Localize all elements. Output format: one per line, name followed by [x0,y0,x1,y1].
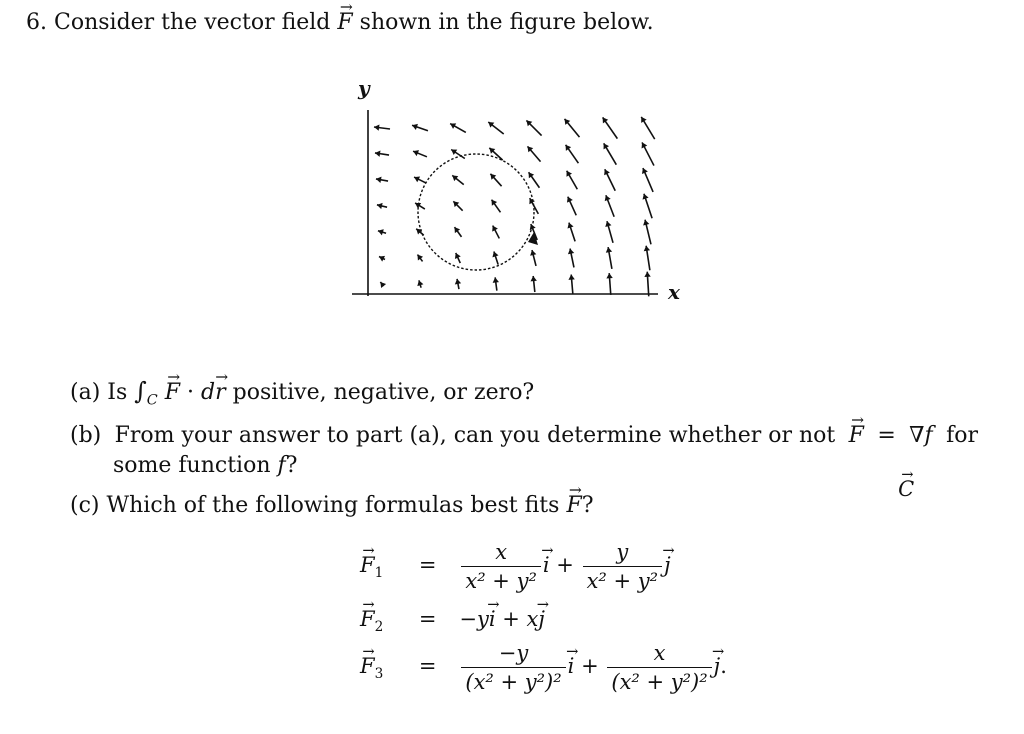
part-a-d: d [201,380,216,405]
f3-plus: + [581,654,599,678]
part-a-dot: · [187,380,195,405]
field-arrow-head [568,275,574,280]
field-arrow-head [643,220,649,226]
vector-f-symbol: → F [337,10,352,35]
field-arrow-head [530,250,536,256]
f3-eq: = [418,654,437,678]
f2-x: x [526,607,539,631]
field-arrows [374,117,655,296]
question-header [26,10,654,35]
f1-j: → j [664,553,671,577]
f2-j: → j [538,607,545,631]
f3-num1: −y [498,641,529,665]
x-axis-label: x [668,280,680,304]
part-b-line1: From your answer to part (a), can you determine whether or not [114,423,836,448]
question-text-after: shown in the figure below. [359,10,654,35]
f1-num1: x [495,540,508,564]
part-b-line2-pre: some function [113,453,271,478]
f2-name: → F [360,607,375,631]
f1-name: → F [360,553,375,577]
field-arrow-head [605,221,611,227]
integral-subscript: C [146,392,158,409]
f2-eq: = [418,607,437,631]
part-b-line2-q: ? [285,453,298,478]
f3-name: → F [360,654,375,678]
nabla-symbol: ∇ [909,423,925,448]
part-a-vec-f: → F [165,380,180,405]
field-arrow-head [377,203,383,209]
formula-f2 [360,607,545,635]
formula-f1 [360,540,671,593]
field-arrow-head [606,273,612,278]
part-b-for: for [946,423,978,448]
question-text-before: Consider the vector field [54,10,331,35]
vector-field-plot [340,70,700,310]
part-a-label: (a) [70,380,101,405]
f2-sub: 2 [374,619,384,636]
curve-c [418,154,534,270]
f1-plus: + [556,553,574,577]
f3-num2: x [653,641,666,665]
f1-den1: x² + y² [461,566,541,593]
part-c [70,493,594,518]
field-arrow-head [531,276,537,281]
part-b [70,423,980,448]
f3-den2: (x² + y²)² [607,667,711,694]
field-arrow-head [644,272,650,277]
part-a-pre: Is [107,380,128,405]
f3-end: . [720,654,727,678]
f3-den1: (x² + y²)² [461,667,565,694]
f1-sub: 1 [374,565,384,582]
part-b-line2-f: f [277,453,286,478]
f1-den2: x² + y² [583,566,663,593]
part-b-line2 [113,453,297,478]
formula-f3 [360,641,727,694]
question-number: 6. [26,10,47,35]
part-c-label: (c) [70,493,100,518]
y-axis-label: y [358,76,370,100]
part-b-f: f [924,423,933,448]
f3-i: → i [568,654,575,678]
f1-num2: y [616,540,629,564]
part-c-q: ? [581,493,594,518]
part-c-vec-f: → F [566,493,581,518]
f2-neg-y: −y [459,607,489,631]
part-b-label: (b) [70,423,102,448]
f3-j: → j [714,654,721,678]
part-a-post: positive, negative, or zero? [232,380,535,405]
f2-plus: + [502,607,520,631]
f2-i: → i [489,607,496,631]
part-a-vec-r: → r [215,380,226,405]
curve-label-c: → C [898,477,914,501]
field-arrow-head [493,277,499,282]
part-b-vec-f: → F [849,423,864,448]
part-b-eq: = [877,423,896,448]
part-c-text: Which of the following formulas best fits [106,493,560,518]
f3-sub: 3 [374,666,384,683]
f1-eq: = [418,553,437,577]
part-a: (a) Is $\int_C \to F \cdot d\to r$ positive, negative, or zero? [70,377,534,408]
f1-i: → i [543,553,550,577]
field-arrow-head [374,124,379,130]
field-arrow-head [568,249,574,255]
field-arrow-head [380,282,386,288]
